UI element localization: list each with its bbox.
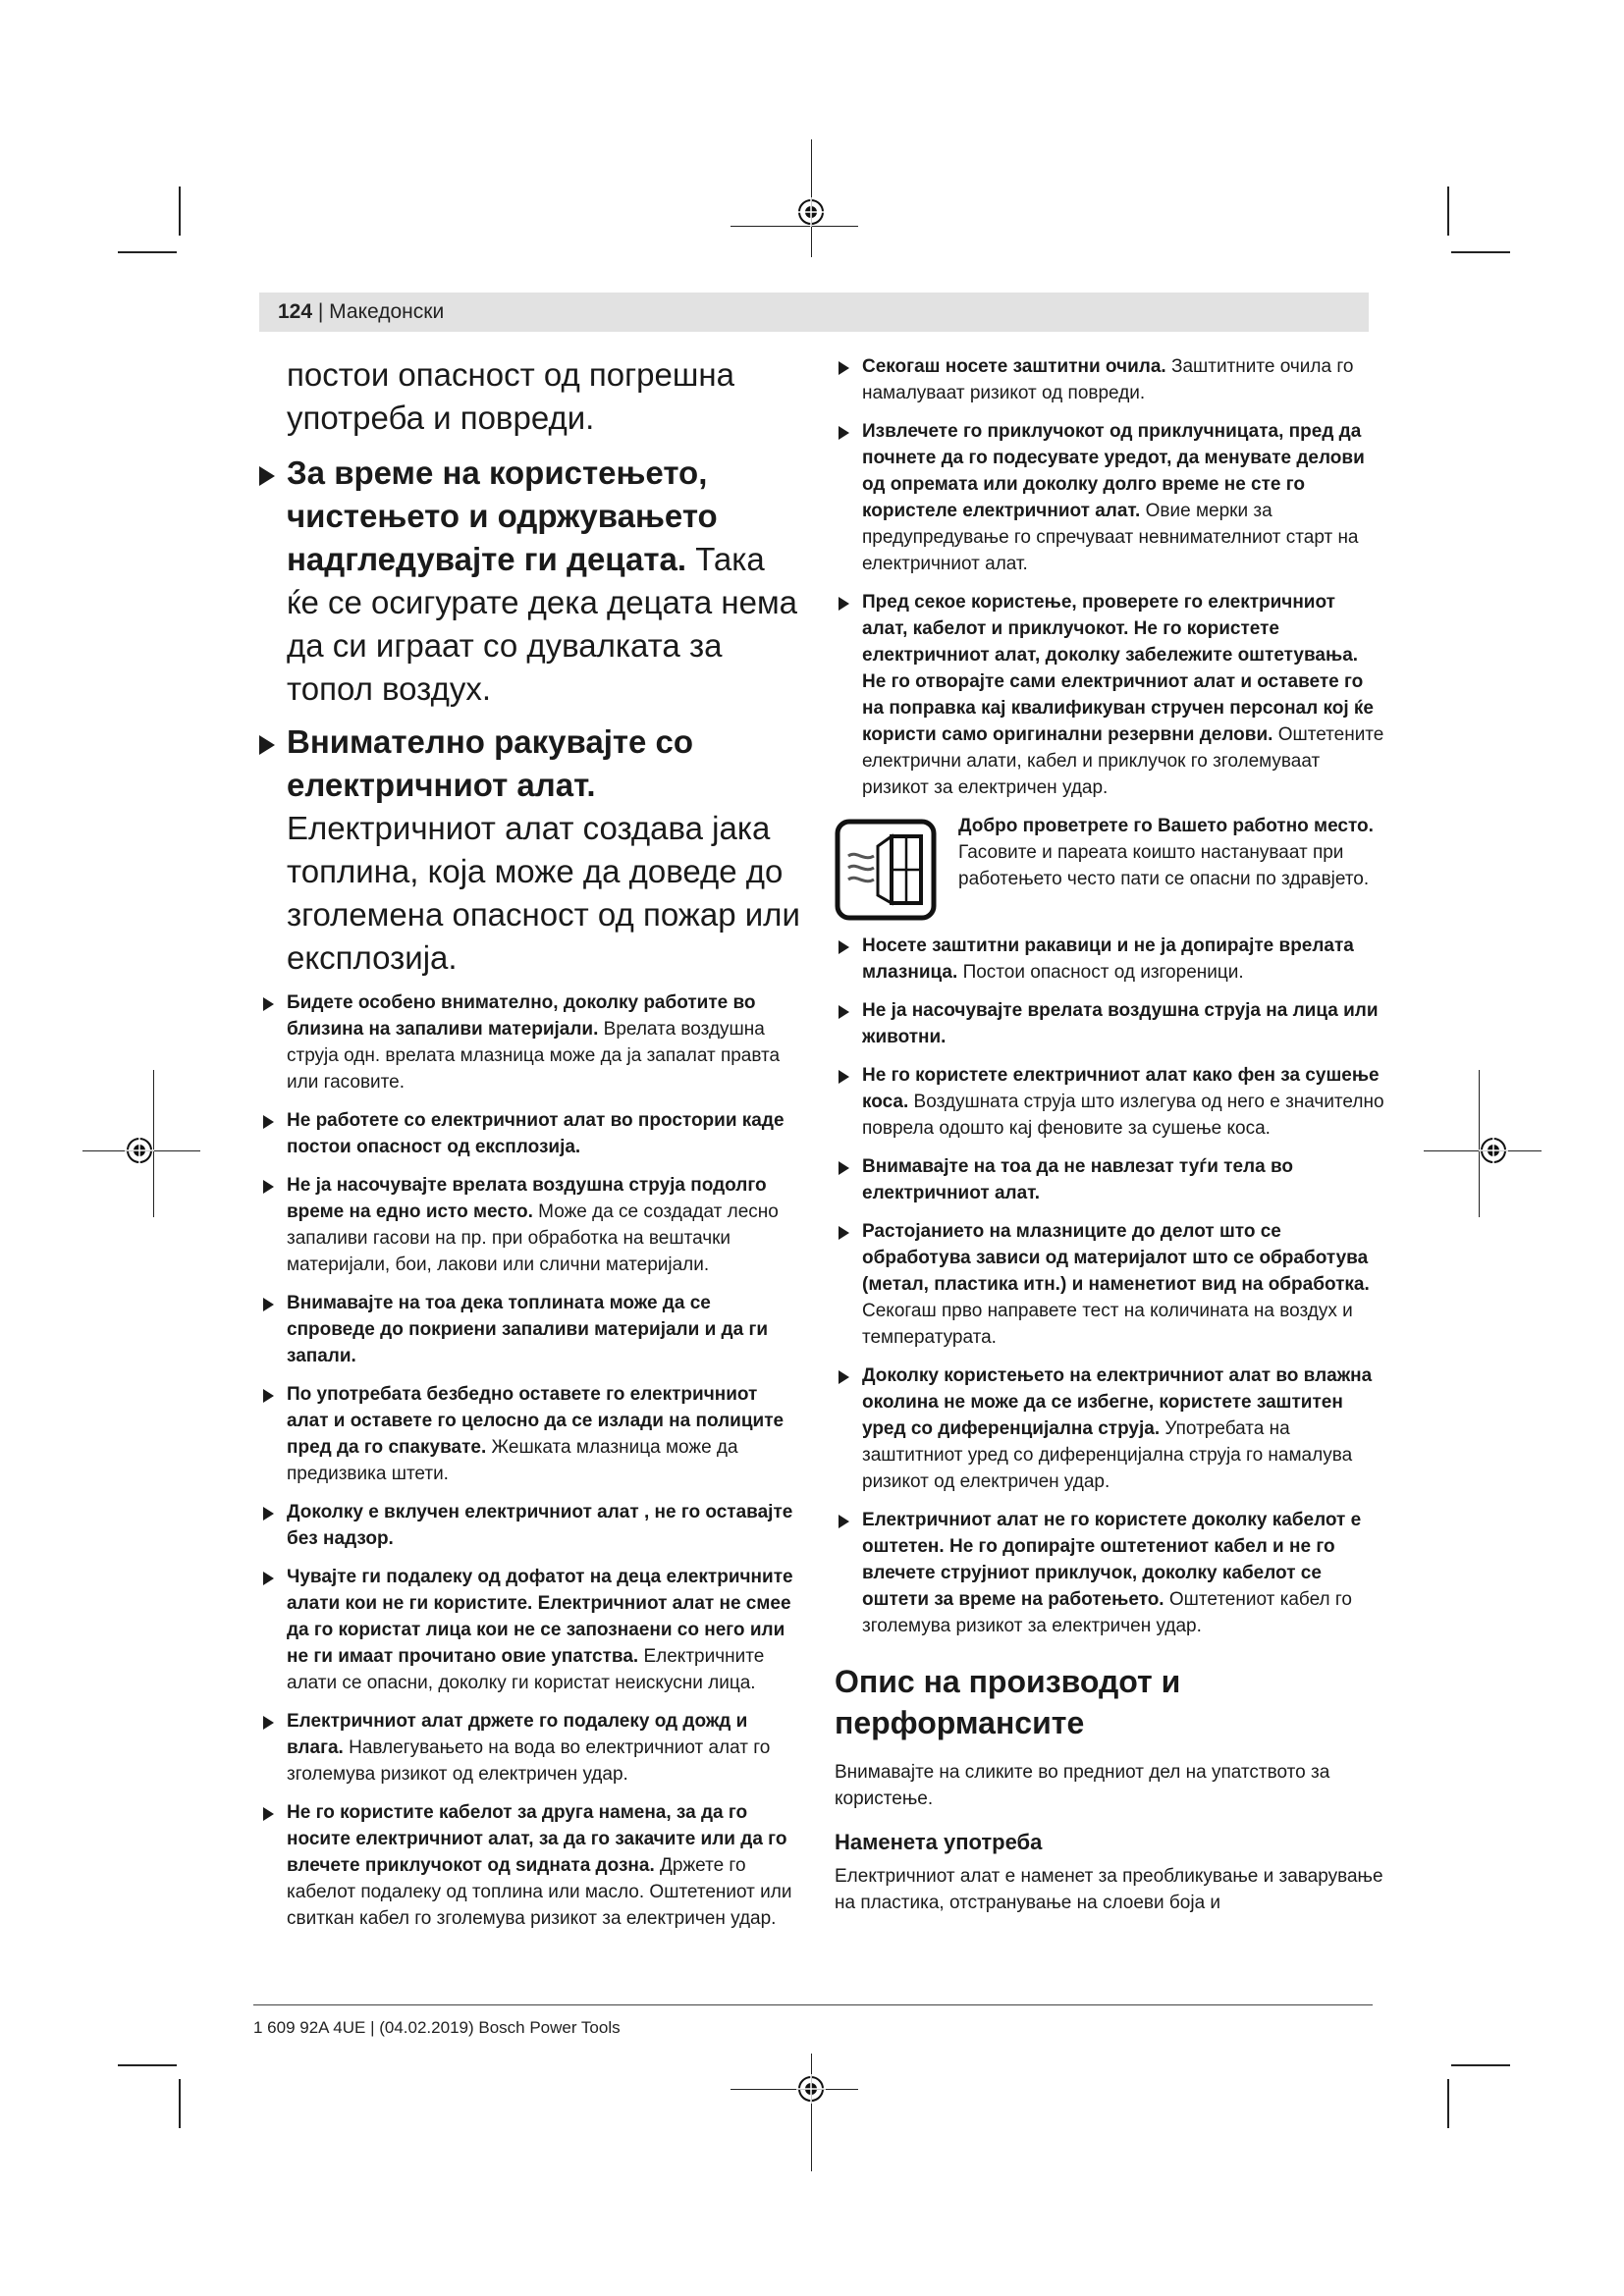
crop-mark	[179, 2079, 181, 2128]
crop-mark	[1447, 2079, 1449, 2128]
bullet-arrow-icon	[263, 997, 274, 1011]
continuation-text: постои опасност од погрешна употреба и повреди.	[287, 356, 734, 436]
list-item: Носете заштитни ракавици и не ја допирајте врелата млазница. Постои опасност од изгореници.	[835, 933, 1384, 986]
section-intro: Внимавајте на сликите во предниот дел на упатството за користење.	[835, 1762, 1330, 1809]
crop-mark	[1447, 187, 1449, 236]
crop-mark	[1451, 2064, 1510, 2066]
list-item: Внимавајте на тоа дека топлината може да се спроведе до покриени запаливи материјали и да ги запали.	[259, 1290, 801, 1369]
bullet-arrow-icon	[839, 1515, 849, 1528]
bullet-arrow-icon	[839, 1226, 849, 1240]
bullet-arrow-icon	[839, 940, 849, 954]
registration-line	[731, 226, 858, 227]
crop-mark	[118, 251, 177, 253]
ventilation-notice: Добро проветрете го Вашето работно место. Гасовите и пареата коишто настануваат при работењето често пати се опасни по здравјето.	[835, 813, 1384, 921]
header-language: Македонски	[329, 300, 445, 323]
page-number: 124	[278, 300, 313, 323]
list-item: Не ја насочувајте врелата воздушна струја подолго време на едно исто место. Може да се создадат лесно запаливи гасови на пр. при обработка на вештачки материјали, бои, лакови или слични материјали.	[259, 1172, 801, 1278]
bullet-arrow-icon	[839, 426, 849, 440]
list-item: Не го користите кабелот за друга намена, за да го носите електричниот алат, за да го закачите или да го влечете приклучокот од ѕидната дозна. Држете го кабелот подалеку од топлина или масло. Оштетениот или свиткан кабел го зголемува ризикот за електричен удар.	[259, 1799, 801, 1932]
bullet-arrow-icon	[263, 1507, 274, 1521]
left-column	[259, 353, 801, 1944]
page-header	[278, 300, 444, 324]
registration-target-icon	[1479, 1136, 1508, 1165]
list-item: Доколку користењето на електричниот алат во влажна околина не може да се избегне, користете заштитен уред со диференцијална струја. Употребата на заштитниот уред со диференцијална струја го намалува ризикот од електричен удар.	[835, 1362, 1384, 1495]
bullet-arrow-icon	[839, 1005, 849, 1019]
list-item: Бидете особено внимателно, доколку работите во близина на запаливи материјали. Врелата воздушна струја одн. врелата млазница може да ја запалат правта или гасовите.	[259, 989, 801, 1095]
subsection-text: Електричниот алат е наменет за преобликување и заварување на пластика, отстранување на слоеви боја и	[835, 1866, 1383, 1913]
bullet-arrow-icon	[839, 1070, 849, 1084]
right-column	[835, 353, 1384, 1932]
bullet-arrow-icon	[263, 1115, 274, 1129]
bullet-arrow-icon	[839, 597, 849, 611]
list-item: Електричниот алат не го користете доколку кабелот е оштетен. Не го допирајте оштетениот кабел и не го влечете струјниот приклучок, доколку кабелот се оштети за време на работењето. Оштетениот кабел го зголемува ризикот за електричен удар.	[835, 1507, 1384, 1639]
bullet-arrow-icon	[839, 361, 849, 375]
bullet-arrow-icon	[263, 1716, 274, 1730]
list-item: Секогаш носете заштитни очила. Заштитните очила го намалуваат ризикот од повреди.	[835, 353, 1384, 406]
bullet-arrow-icon	[263, 1572, 274, 1585]
bullet-arrow-icon	[263, 1807, 274, 1821]
bullet-arrow-icon	[263, 1180, 274, 1194]
list-item: Пред секое користење, проверете го електричниот алат, кабелот и приклучокот. Не го користете електричниот алат, доколку забележите оштетувања. Не го отворајте сами електричниот алат и оставете го на поправка кај квалификуван стручен персонал кој ќе користи само оригинални резервни делови. Оштетените електрични алати, кабел и приклучок го зголемуваат ризикот за електричен удар.	[835, 589, 1384, 801]
list-item: Не го користете електричниот алат како фен за сушење коса. Воздушната струја што излегува од него е значително поврела одошто кај феновите за сушење коса.	[835, 1062, 1384, 1142]
footer-divider	[253, 2004, 1373, 2005]
list-item: Внимавајте на тоа да не навлезат туѓи тела во електричниот алат.	[835, 1153, 1384, 1206]
list-item: Извлечете го приклучокот од приклучницата, пред да почнете да го подесувате уредот, да менувате делови од опремата или доколку долго време не сте го користеле електричниот алат. Овие мерки за предупредување го спречуваат невнимателниот старт на електричниот алат.	[835, 418, 1384, 577]
list-item: Не работете со електричниот алат во простории каде постои опасност од експлозија.	[259, 1107, 801, 1160]
header-separator: |	[312, 300, 330, 323]
crop-mark	[118, 2064, 177, 2066]
list-item: Не ја насочувајте врелата воздушна струја на лица или животни.	[835, 997, 1384, 1050]
bullet-arrow-icon	[263, 1389, 274, 1403]
crop-mark	[179, 187, 181, 236]
list-item: Чувајте ги подалеку од дофатот на деца електричните алати кои не ги користите. Електричниот алат не смее да го користат лица кои не се запознаени со него или не ги имаат прочитано овие упатства. Електричните алати се опасни, доколку ги користат неискусни лица.	[259, 1564, 801, 1696]
list-item: Растојанието на млазниците до делот што се обработува зависи од материјалот што се обработува (метал, пластика итн.) и наменетиот вид на обработка. Секогаш прво направете тест на количината на воздух и температурата.	[835, 1218, 1384, 1351]
subsection-title: Наменета употреба	[835, 1830, 1043, 1854]
bullet-arrow-icon	[839, 1161, 849, 1175]
section-title: Опис на производот и перформансите	[835, 1664, 1181, 1740]
big-list-item: За време на користењето, чистењето и одржувањето надгледувајте ги децата. Така ќе се осигурате дека децата нема да си играат со дувалката за топол воздух.	[259, 452, 801, 711]
registration-target-icon	[125, 1136, 154, 1165]
list-item: Доколку е вклучен електричниот алат , не го оставајте без надзор.	[259, 1499, 801, 1552]
registration-line	[731, 2089, 858, 2090]
bullet-arrow-icon	[263, 1298, 274, 1311]
registration-target-icon	[796, 2074, 826, 2104]
big-list-item: Внимателно ракувајте со електричниот алат. Електричниот алат создава јака топлина, која може да доведе до зголемена опасност од пожар или експлозија.	[259, 721, 801, 980]
bullet-arrow-icon	[259, 466, 275, 486]
list-item: По употребата безбедно оставете го електричниот алат и оставете го целосно да се излади на полиците пред да го спакувате. Жешката млазница може да предизвика штети.	[259, 1381, 801, 1487]
crop-mark	[1451, 251, 1510, 253]
bullet-arrow-icon	[839, 1370, 849, 1384]
registration-target-icon	[796, 197, 826, 227]
registration-line	[811, 2054, 812, 2171]
ventilation-window-icon	[835, 819, 937, 921]
list-item: Електричниот алат држете го подалеку од дожд и влага. Навлегувањето на вода во електричниот алат го зголемува ризикот од електричен удар.	[259, 1708, 801, 1788]
page-footer: 1 609 92A 4UE | (04.02.2019) Bosch Power Tools	[253, 2018, 621, 2037]
bullet-arrow-icon	[259, 735, 275, 755]
